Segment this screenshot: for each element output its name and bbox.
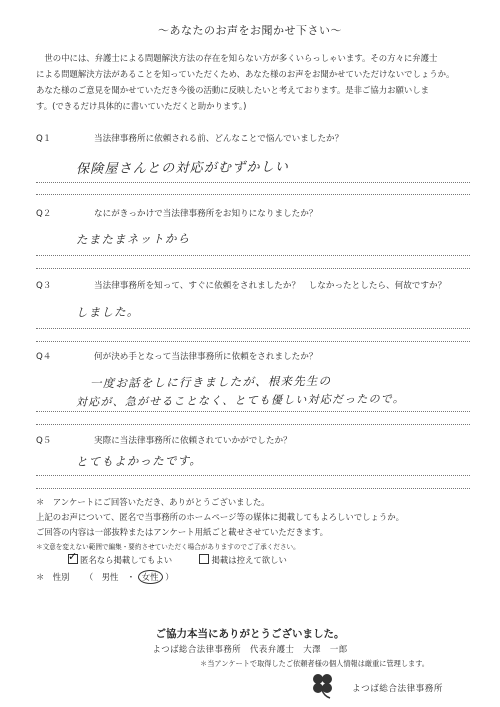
question-2 <box>36 207 317 219</box>
intro-line: す。(できるだけ具体的に書いていただくと助かります。) <box>36 101 247 111</box>
intro-line: による問題解決方法があることを知っていただくため、あなた様のお声をお聞かせていただけないでしょうか。 <box>36 69 455 79</box>
closing-thanks: ご協力本当にありがとうございました。 <box>155 628 345 640</box>
signature: よつば総合法律事務所 代表弁護士 大澤 一郎 <box>152 644 348 654</box>
question-1 <box>36 132 343 144</box>
question-5 <box>36 434 292 446</box>
gender-row <box>36 570 174 584</box>
publish-explanation: ご回答の内容は一部抜粋またはアンケート用紙ごと載せさせていただきます。 <box>36 527 328 537</box>
intro-line: 世の中には、弁護士による問題解決方法の存在を知らない方が多くいらっしゃいます。その方々に弁護士 <box>36 53 438 63</box>
checkmark-icon: ✓ <box>68 550 78 563</box>
answer-3: しました。 <box>75 304 140 320</box>
answer-line <box>36 328 470 329</box>
answer-line <box>36 255 470 256</box>
question-text: なにがきっかけで当法律事務所をお知りになりましたか？ <box>94 209 318 219</box>
answer-line <box>36 182 470 183</box>
gender-label: ＊ 性別 <box>36 572 70 582</box>
answer-4-continued: 対応が、急がせることなく、とても優しい対応だったので。 <box>75 392 406 409</box>
question-text: 当法律事務所を知って、すぐに依頼をされましたか？ しなかったとしたら、何故ですか？ <box>94 281 447 291</box>
gender-close: ） <box>165 572 174 582</box>
answer-5: とてもよかったです。 <box>75 453 203 469</box>
answer-line <box>36 475 470 476</box>
consent-yes-label: 匿名なら掲載してもよい <box>80 555 173 565</box>
question-3 <box>36 279 446 291</box>
consent-no-checkbox[interactable] <box>199 554 209 564</box>
clover-logo-icon <box>300 670 350 700</box>
answer-line <box>36 424 470 425</box>
question-number: Q２ <box>36 209 52 219</box>
consent-yes-checkbox[interactable] <box>68 550 78 564</box>
publish-question: 上記のお声について、匿名で当事務所のホームページ等の媒体に掲載してもよろしいでしょうか。 <box>36 512 404 522</box>
answer-1: 保険屋さんとの対応がむずかしい <box>75 159 290 178</box>
question-number: Q５ <box>36 436 52 446</box>
intro-line: あなた様のご意見を聞かせていただき今後の活動に反映したいと考えております。是非ご協力お願いしま <box>36 85 429 95</box>
answer-line <box>36 194 470 195</box>
edit-note: ＊文意を変えない範囲で編集・要約させていただく場合がありますのでご了承ください。 <box>36 543 300 551</box>
gender-female-selected[interactable]: 女性 <box>138 570 163 584</box>
question-text: 当法律事務所に依頼される前、どんなことで悩んでいましたか？ <box>94 134 344 144</box>
privacy-note: ＊当アンケートで取得したご依頼者様の個人情報は厳重に管理します。 <box>200 659 429 668</box>
answer-2: たまたまネットから <box>75 231 191 247</box>
thank-you-note: ＊ アンケートにご回答いただき、ありがとうございました。 <box>36 497 270 507</box>
gender-open: （ 男性 ・ <box>84 572 136 582</box>
intro-text <box>36 50 476 114</box>
page-title: ～あなたのお声をお聞かせ下さい～ <box>158 24 342 37</box>
question-number: Q１ <box>36 134 52 144</box>
question-text: 実際に当法律事務所に依頼されていかがでしたか？ <box>94 436 292 446</box>
question-text: 何が決め手となって当法律事務所に依頼をされましたか？ <box>94 352 318 362</box>
answer-line <box>36 341 470 342</box>
consent-no-label: 掲載は控えて欲しい <box>211 555 287 565</box>
question-number: Q３ <box>36 281 52 291</box>
question-number: Q４ <box>36 352 52 362</box>
consent-options <box>68 550 287 566</box>
answer-line <box>36 268 470 269</box>
firm-name: よつば総合法律事務所 <box>352 684 443 694</box>
answer-4: 一度お話をしに行きましたが、根来先生の <box>89 373 332 391</box>
question-4 <box>36 350 317 362</box>
answer-line <box>36 488 470 489</box>
answer-line <box>36 411 470 412</box>
